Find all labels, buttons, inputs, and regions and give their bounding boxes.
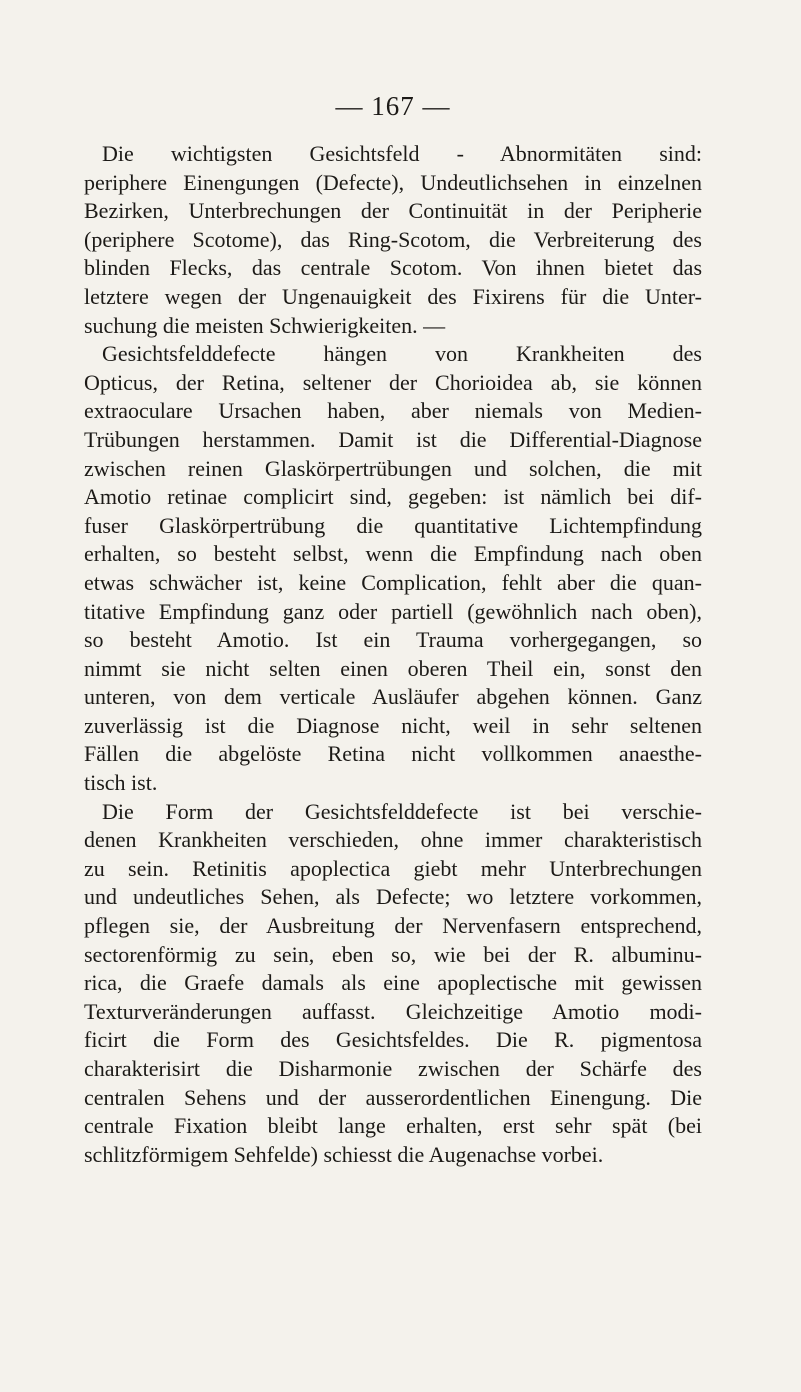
text-line: tisch ist. <box>84 770 158 796</box>
text-line: rica, die Graefe damals als eine apoplectische mit gewissen <box>84 970 702 996</box>
text-line: titative Empfindung ganz oder partiell (gewöhnlich nach oben), <box>84 598 702 624</box>
text-line: so besteht Amotio. Ist ein Trauma vorhergegangen, so <box>84 627 702 653</box>
text-line: centrale Fixation bleibt lange erhalten, erst sehr spät (bei <box>84 1113 702 1139</box>
text-line: denen Krankheiten verschieden, ohne immer charakteristisch <box>84 827 702 853</box>
text-line: Die wichtigsten Gesichtsfeld - Abnormitäten sind: <box>102 141 702 166</box>
text-line: charakterisirt die Disharmonie zwischen der Schärfe des <box>84 1056 702 1081</box>
text-line: periphere Einengungen (Defecte), Undeutlichsehen in einzelnen <box>84 169 702 195</box>
text-line: Amotio retinae complicirt sind, gegeben: ist nämlich bei dif- <box>84 484 702 510</box>
text-line: Texturveränderungen auffasst. Gleichzeitige Amotio modi- <box>84 998 702 1024</box>
text-line: letztere wegen der Ungenauigkeit des Fixirens für die Unter- <box>84 283 702 309</box>
text-line: Bezirken, Unterbrechungen der Continuität in der Peripherie <box>84 198 702 224</box>
text-line: centralen Sehens und der ausserordentlichen Einengung. Die <box>84 1084 702 1110</box>
book-page <box>84 88 702 1169</box>
text-line: extraoculare Ursachen haben, aber niemals von Medien- <box>84 398 702 424</box>
text-line: (periphere Scotome), das Ring-Scotom, die Verbreiterung des <box>84 226 702 252</box>
text-line: Fällen die abgelöste Retina nicht vollkommen anaesthe- <box>84 741 702 767</box>
text-line: und undeutliches Sehen, als Defecte; wo letztere vorkommen, <box>84 884 702 910</box>
text-line: unteren, von dem verticale Ausläufer abgehen können. Ganz <box>84 684 702 710</box>
text-line: erhalten, so besteht selbst, wenn die Empfindung nach oben <box>84 541 702 567</box>
text-line: etwas schwächer ist, keine Complication, fehlt aber die quan- <box>84 569 702 595</box>
text-line: blinden Flecks, das centrale Scotom. Von ihnen bietet das <box>84 255 702 281</box>
text-line: Opticus, der Retina, seltener der Chorioidea ab, sie können <box>84 369 702 395</box>
text-line: Trübungen herstammen. Damit ist die Differential-Diagnose <box>84 426 702 452</box>
text-line: suchung die meisten Schwierigkeiten. — <box>84 312 446 338</box>
text-line: Die Form der Gesichtsfelddefecte ist bei verschie- <box>102 798 702 824</box>
text-line: zuverlässig ist die Diagnose nicht, weil in sehr seltenen <box>84 712 702 738</box>
body-text <box>84 140 702 1169</box>
text-line: sectorenförmig zu sein, eben so, wie bei der R. albuminu- <box>84 941 702 967</box>
text-line: zwischen reinen Glaskörpertrübungen und solchen, die mit <box>84 455 702 481</box>
text-line: fuser Glaskörpertrübung die quantitative Lichtempfindung <box>84 512 702 538</box>
text-line: zu sein. Retinitis apoplectica giebt mehr Unterbrechungen <box>84 855 702 881</box>
text-line: Gesichtsfelddefecte hängen von Krankheiten des <box>102 341 702 367</box>
text-line: schlitzförmigem Sehfelde) schiesst die Augenachse vorbei. <box>84 1141 604 1167</box>
page-number: — 167 — <box>335 91 451 121</box>
text-line: ficirt die Form des Gesichtsfeldes. Die R. pigmentosa <box>84 1027 702 1053</box>
text-line: nimmt sie nicht selten einen oberen Theil ein, sonst den <box>84 655 702 681</box>
text-line: pflegen sie, der Ausbreitung der Nervenfasern entsprechend, <box>84 913 702 939</box>
